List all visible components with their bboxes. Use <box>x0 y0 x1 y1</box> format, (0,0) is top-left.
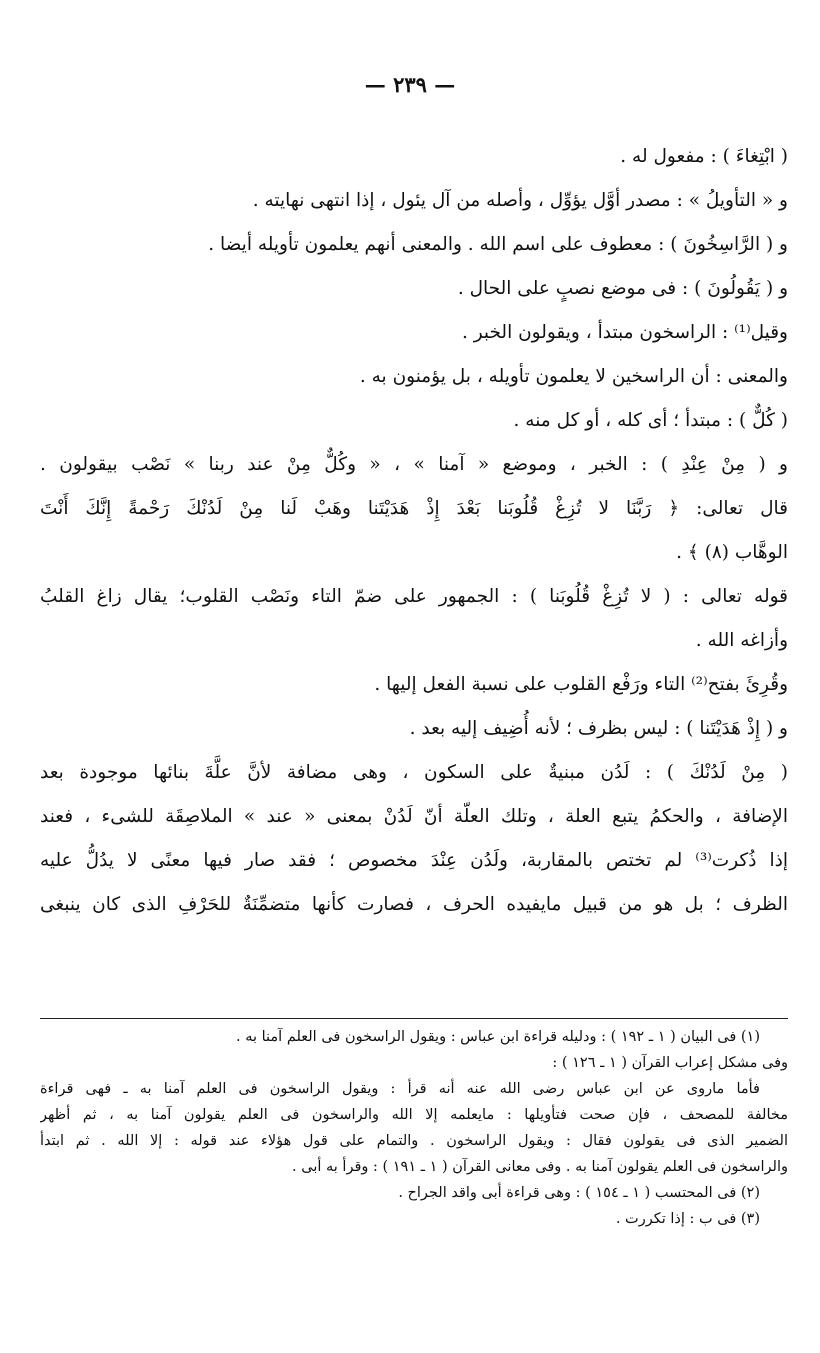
text-line: إذا ذُكرت⁽³⁾ لم تختص بالمقاربة، ولَدُن عِنْدَ مخصوص ؛ فقد صار فيها معنًى لا يدُلُّ عليه <box>40 850 788 871</box>
text-line: ( مِنْ لَدُنْكَ ) : لَدُن مبنيةٌ على السكون ، وهى مضافة لأنَّ علَّةَ بنائها موجودة بعد <box>40 762 788 783</box>
text-line: الإضافة ، والحكمُ يتبع العلة ، وتلك العلّة أنّ لَدُنْ بمعنى « عند » الملاصِقَة للشىء ، فعند <box>40 806 788 827</box>
text-line: ( كُلٌّ ) : مبتدأ ؛ أى كله ، أو كل منه . <box>513 410 788 431</box>
footnote-line: الضمير الذى فى يقولون فقال : ويقول الراسخون . والتمام على قول هؤلاء عند قوله : إلا الله . ثم ابتدأ <box>40 1133 788 1149</box>
footnote-line: والراسخون فى العلم يقولون آمنا به . وفى معانى القرآن ( ١ ـ ١٩١ ) : وقرأ به أبى . <box>292 1159 788 1175</box>
main-text <box>40 135 788 927</box>
text-line: وقُرِئَ بفتح⁽²⁾ التاء ورَفْع القلوب على نسبة الفعل إليها . <box>374 674 788 695</box>
quran-verse-line: الوهَّاب (٨) ﴾ . <box>676 542 788 563</box>
page-number: — ٢٣٩ — <box>364 72 456 97</box>
footnote-line: فأما ماروى عن ابن عباس رضى الله عنه أنه قرأ : ويقول الراسخون فى العلم آمنا به ـ فهى قراءة <box>40 1081 760 1097</box>
text-line: و ( يَقُولُونَ ) : فى موضع نصبٍ على الحال . <box>457 278 788 299</box>
text-line: وقيل⁽¹⁾ : الراسخون مبتدأ ، ويقولون الخبر . <box>461 322 788 343</box>
footnote-line: وفى مشكل إعراب القرآن ( ١ ـ ١٢٦ ) : <box>552 1055 788 1071</box>
footnote-divider <box>40 1018 788 1019</box>
footnote-line: مخالفة للمصحف ، فإن صحت فتأويلها : مايعلمه إلا الله والراسخون فى العلم يقولون آمنا به ، ثم أظهر <box>40 1107 788 1123</box>
text-line: وأزاغه الله . <box>695 630 788 651</box>
text-line: قوله تعالى : ( لا تُزِغْ قُلُوبَنا ) : الجمهور على ضمّ التاء ونَصْب القلوب؛ يقال زاغ القلبُ <box>40 586 788 607</box>
text-line: الظرف ؛ بل هو من قبيل مايفيده الحرف ، فصارت كأنها متضمِّنَةٌ للحَرْفِ الذى كان ينبغى <box>40 894 788 915</box>
text-line: و ( إِذْ هَدَيْتَنا ) : ليس بظرف ؛ لأنه أُضِيف إليه بعد . <box>409 718 788 739</box>
text-line: و « التأويلُ » : مصدر أوَّل يؤوِّل ، وأصله من آل يئول ، إذا انتهى نهايته . <box>252 190 788 211</box>
footnote-line: (١) فى البيان ( ١ ـ ١٩٢ ) : ودليله قراءة ابن عباس : ويقول الراسخون فى العلم آمنا به . <box>235 1029 760 1045</box>
text-line: و ( مِنْ عِنْدِ ) : الخبر ، وموضع « آمنا » ، « وكُلٌّ مِنْ عند ربنا » نَصْب بيقولون . <box>40 454 788 475</box>
text-line: والمعنى : أن الراسخين لا يعلمون تأويله ، بل يؤمنون به . <box>359 366 788 387</box>
text-line: ( ابْتِغاءَ ) : مفعول له . <box>620 146 788 167</box>
footnotes <box>40 1024 788 1232</box>
footnote-line: (٣) فى ب : إذا تكررت . <box>615 1211 760 1227</box>
footnote-line: (٢) فى المحتسب ( ١ ـ ١٥٤ ) : وهى قراءة أبى واقد الجراح . <box>398 1185 760 1201</box>
quran-verse-line: قال تعالى: ﴿ رَبَّنَا لا تُزِغْ قُلُوبَنا بَعْدَ إِذْ هَدَيْتَنا وهَبْ لَنا مِنْ لَدُنْكَ رَحْمةً إِنَّكَ أَنْتَ <box>40 498 788 519</box>
text-line: و ( الرَّاسِخُونَ ) : معطوف على اسم الله . والمعنى أنهم يعلمون تأويله أيضا . <box>208 234 788 255</box>
